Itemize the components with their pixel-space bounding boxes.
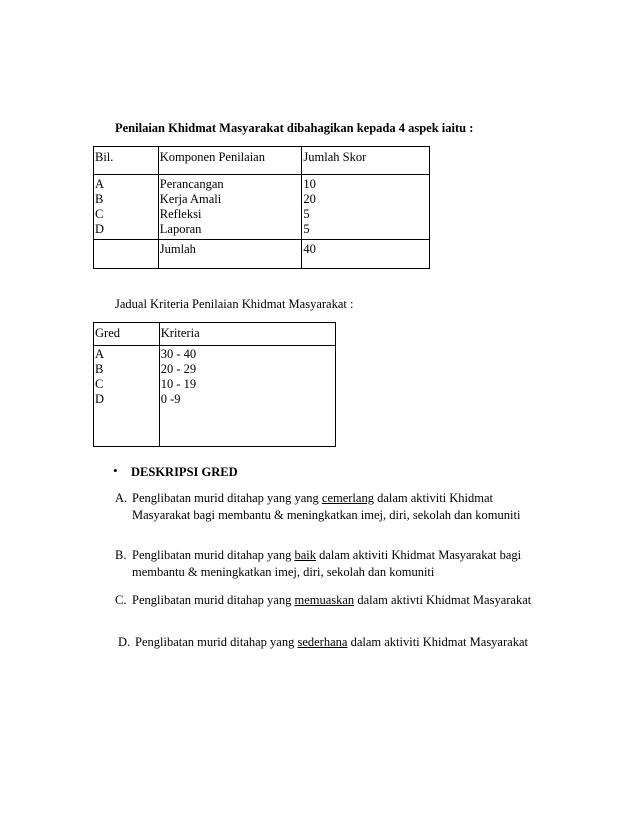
item-keyword: cemerlang [321, 491, 374, 505]
skor-c: 5 [303, 207, 310, 221]
item-label: C. [115, 593, 127, 607]
table-header-row [94, 323, 336, 346]
item-text-pre: Penglibatan murid ditahap yang yang [132, 491, 322, 505]
gred-d: D [95, 392, 105, 406]
item-text-post: dalam aktiviti Khidmat Masyarakat [347, 635, 528, 649]
criteria-heading: Jadual Kriteria Penilaian Khidmat Masyarakat : [115, 297, 354, 311]
item-keyword: sederhana [297, 635, 348, 649]
kriteria-a: 30 - 40 [160, 347, 197, 361]
description-heading: DESKRIPSI GRED [131, 465, 238, 479]
header-skor: Jumlah Skor [302, 147, 430, 175]
total-value: 40 [302, 240, 430, 269]
grade-criteria-table [93, 322, 336, 447]
bil-cell [94, 175, 159, 240]
komponen-perancangan: Perancangan [159, 177, 224, 191]
item-keyword: memuaskan [294, 593, 355, 607]
item-text-pre: Penglibatan murid ditahap yang [132, 593, 295, 607]
description-item-c [115, 592, 531, 609]
header-bil: Bil. [94, 147, 159, 175]
description-item-b [115, 547, 521, 581]
total-row [94, 240, 430, 269]
header-gred: Gred [94, 323, 160, 346]
item-label: D. [118, 635, 131, 649]
skor-a: 10 [303, 177, 316, 191]
item-text-post: dalam aktiviti Khidmat [373, 491, 494, 505]
item-keyword: baik [294, 548, 316, 562]
bil-a: A [95, 177, 105, 191]
kriteria-cell [159, 346, 335, 447]
komponen-kerja-amali: Kerja Amali [159, 192, 222, 206]
item-text-line2: Masyarakat bagi membantu & meningkatkan imej, diri, sekolah dan komuniti [132, 508, 521, 522]
table-row [94, 346, 336, 447]
bil-b: B [95, 192, 104, 206]
kriteria-b: 20 - 29 [160, 362, 197, 376]
skor-b: 20 [303, 192, 316, 206]
komponen-cell [158, 175, 302, 240]
header-komponen: Komponen Penilaian [158, 147, 302, 175]
assessment-components-table [93, 146, 430, 269]
total-label: Jumlah [158, 240, 302, 269]
description-item-d [118, 634, 528, 651]
gred-a: A [95, 347, 105, 361]
item-label: A. [115, 491, 128, 505]
komponen-laporan: Laporan [159, 222, 202, 236]
bil-c: C [95, 207, 104, 221]
item-text-post: dalam aktiviti Khidmat Masyarakat bagi [316, 548, 522, 562]
item-text-post: dalam aktivti Khidmat Masyarakat [354, 593, 532, 607]
kriteria-d: 0 -9 [160, 392, 181, 406]
skor-d: 5 [303, 222, 310, 236]
header-kriteria: Kriteria [159, 323, 335, 346]
bullet-icon: • [113, 463, 118, 478]
gred-cell [94, 346, 160, 447]
table-header-row [94, 147, 430, 175]
table-row [94, 175, 430, 240]
item-text-pre: Penglibatan murid ditahap yang [135, 635, 298, 649]
kriteria-c: 10 - 19 [160, 377, 197, 391]
total-empty-cell [94, 240, 159, 269]
aspects-heading: Penilaian Khidmat Masyarakat dibahagikan kepada 4 aspek iaitu : [115, 121, 474, 135]
gred-c: C [95, 377, 104, 391]
description-item-a [115, 490, 520, 524]
gred-b: B [95, 362, 104, 376]
bil-d: D [95, 222, 105, 236]
item-text-line2: membantu & meningkatkan imej, diri, sekolah dan komuniti [132, 565, 435, 579]
item-label: B. [115, 548, 127, 562]
komponen-refleksi: Refleksi [159, 207, 202, 221]
item-text-pre: Penglibatan murid ditahap yang [132, 548, 295, 562]
skor-cell [302, 175, 430, 240]
